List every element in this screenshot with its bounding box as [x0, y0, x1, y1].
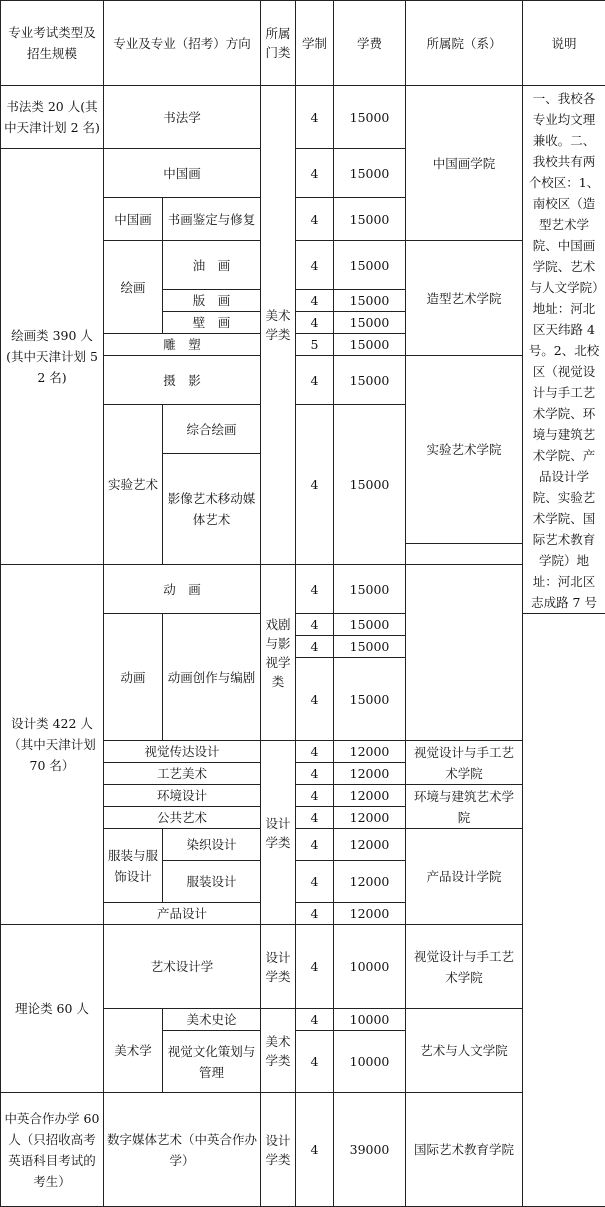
years-cell: 4 — [296, 903, 334, 925]
college-experimental-art: 实验艺术学院 — [406, 356, 523, 544]
fee-cell: 12000 — [334, 807, 406, 829]
years-cell: 4 — [296, 763, 334, 785]
years-cell: 4 — [296, 86, 334, 149]
major-print: 版 画 — [163, 290, 261, 312]
college-intl-art-edu: 国际艺术教育学院 — [406, 1093, 523, 1207]
fee-cell: 15000 — [334, 241, 406, 290]
years-cell: 4 — [296, 636, 334, 658]
header-discipline: 所属门类 — [261, 1, 296, 86]
discipline-design-coop: 设计学类 — [261, 1093, 296, 1207]
years-cell: 4 — [296, 241, 334, 290]
note-blank — [523, 614, 605, 1207]
major-visual-culture: 视觉文化策划与管理 — [163, 1031, 261, 1093]
major-painting-appraisal: 书画鉴定与修复 — [163, 198, 261, 241]
major-calligraphy: 书法学 — [104, 86, 261, 149]
fee-cell: 15000 — [334, 290, 406, 312]
major-product: 产品设计 — [104, 903, 261, 925]
years-cell: 4 — [296, 1031, 334, 1093]
group-experimental-art: 实验艺术 — [104, 405, 163, 565]
fee-cell: 12000 — [334, 829, 406, 861]
years-cell: 4 — [296, 405, 334, 565]
major-design-studies: 艺术设计学 — [104, 925, 261, 1009]
fee-cell: 15000 — [334, 565, 406, 614]
major-visual-comm: 视觉传达设计 — [104, 741, 261, 763]
years-cell: 4 — [296, 658, 334, 741]
header-major: 专业及专业（招考）方向 — [104, 1, 261, 86]
header-years: 学制 — [296, 1, 334, 86]
college-visual-design-crafts: 视觉设计与手工艺术学院 — [406, 741, 523, 785]
major-image-art: 影像艺术移动媒体艺术 — [163, 454, 261, 565]
fee-cell: 12000 — [334, 763, 406, 785]
header-category: 专业考试类型及招生规模 — [1, 1, 104, 86]
discipline-fine-arts: 美术学类 — [261, 86, 296, 565]
fee-cell: 15000 — [334, 198, 406, 241]
category-painting: 绘画类 390 人(其中天津计划 52 名) — [1, 149, 104, 565]
header-note: 说明 — [523, 1, 605, 86]
note-text: 一、我校各专业均文理兼收。二、我校共有两个校区：1、南校区（造型艺术学院、中国画学院、艺术与人文学院）地址：河北区天纬路 4 号。2、北校区（视觉设计与手工艺术学院、环境与建筑艺术学院、产品设计学院、实验艺术学院、国际艺术教育学院）地址：河北区志成路 7 号 — [523, 86, 605, 614]
discipline-design: 设计学类 — [261, 741, 296, 925]
fee-cell: 12000 — [334, 741, 406, 763]
years-cell: 5 — [296, 334, 334, 356]
years-cell: 4 — [296, 861, 334, 903]
group-fashion: 服装与服饰设计 — [104, 829, 163, 903]
years-cell: 4 — [296, 614, 334, 636]
college-art-humanities: 艺术与人文学院 — [406, 1009, 523, 1093]
fee-cell: 15000 — [334, 356, 406, 405]
fee-cell: 15000 — [334, 334, 406, 356]
fee-cell: 12000 — [334, 903, 406, 925]
fee-cell: 12000 — [334, 861, 406, 903]
fee-cell: 15000 — [334, 86, 406, 149]
years-cell: 4 — [296, 807, 334, 829]
major-digital-media: 数字媒体艺术（中英合作办学） — [104, 1093, 261, 1207]
header-tuition: 学费 — [334, 1, 406, 86]
category-theory: 理论类 60 人 — [1, 925, 104, 1093]
fee-cell: 15000 — [334, 405, 406, 565]
major-animation: 动 画 — [104, 565, 261, 614]
years-cell: 4 — [296, 1093, 334, 1207]
group-painting: 绘画 — [104, 241, 163, 334]
fee-cell: 12000 — [334, 785, 406, 807]
college-blank — [406, 565, 523, 741]
major-public-art: 公共艺术 — [104, 807, 261, 829]
years-cell: 4 — [296, 198, 334, 241]
fee-cell: 10000 — [334, 1009, 406, 1031]
discipline-drama: 戏剧与影视学类 — [261, 565, 296, 741]
major-crafts: 工艺美术 — [104, 763, 261, 785]
years-cell: 4 — [296, 925, 334, 1009]
fee-cell: 15000 — [334, 614, 406, 636]
college-plastic-arts: 造型艺术学院 — [406, 241, 523, 356]
college-product-design: 产品设计学院 — [406, 829, 523, 925]
years-cell: 4 — [296, 290, 334, 312]
major-oil: 油 画 — [163, 241, 261, 290]
major-mural: 壁 画 — [163, 312, 261, 334]
group-art-history: 美术学 — [104, 1009, 163, 1093]
years-cell: 4 — [296, 356, 334, 405]
major-environment: 环境设计 — [104, 785, 261, 807]
years-cell: 4 — [296, 829, 334, 861]
discipline-fine-arts-theory: 美术学类 — [261, 1009, 296, 1093]
major-art-history: 美术史论 — [163, 1009, 261, 1031]
years-cell: 4 — [296, 785, 334, 807]
group-animation: 动画 — [104, 614, 163, 741]
major-animation-writing: 动画创作与编剧 — [163, 614, 261, 741]
fee-cell: 15000 — [334, 312, 406, 334]
header-college: 所属院（系） — [406, 1, 523, 86]
fee-cell: 39000 — [334, 1093, 406, 1207]
fee-cell: 15000 — [334, 658, 406, 741]
group-chinese-painting: 中国画 — [104, 198, 163, 241]
years-cell: 4 — [296, 312, 334, 334]
fee-cell: 15000 — [334, 149, 406, 198]
years-cell: 4 — [296, 1009, 334, 1031]
category-coop: 中英合作办学 60 人（只招收高考英语科目考试的考生） — [1, 1093, 104, 1207]
discipline-design-theory: 设计学类 — [261, 925, 296, 1009]
fee-cell: 15000 — [334, 636, 406, 658]
major-chinese-painting: 中国画 — [104, 149, 261, 198]
college-env-arch-art: 环境与建筑艺术学院 — [406, 785, 523, 829]
fee-cell: 10000 — [334, 1031, 406, 1093]
college-chinese-painting: 中国画学院 — [406, 86, 523, 241]
major-textile: 染织设计 — [163, 829, 261, 861]
major-photography: 摄 影 — [104, 356, 261, 405]
major-sculpture: 雕 塑 — [104, 334, 261, 356]
major-integrated-painting: 综合绘画 — [163, 405, 261, 454]
category-design: 设计类 422 人（其中天津计划 70 名） — [1, 565, 104, 925]
major-fashion: 服装设计 — [163, 861, 261, 903]
fee-cell: 10000 — [334, 925, 406, 1009]
years-cell: 4 — [296, 741, 334, 763]
college-visual-design-crafts-2: 视觉设计与手工艺术学院 — [406, 925, 523, 1009]
years-cell: 4 — [296, 149, 334, 198]
years-cell: 4 — [296, 565, 334, 614]
category-calligraphy: 书法类 20 人(其中天津计划 2 名) — [1, 86, 104, 149]
